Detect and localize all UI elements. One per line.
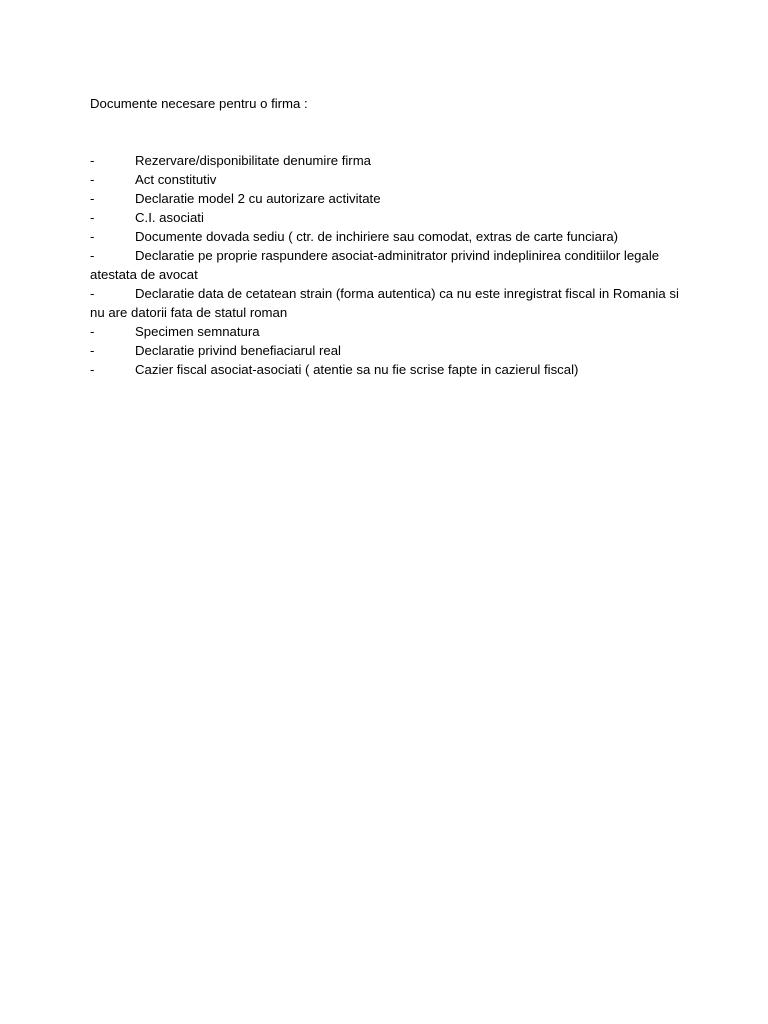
list-item <box>90 284 680 322</box>
list-bullet: - <box>90 324 95 339</box>
required-documents-list <box>90 151 680 379</box>
list-item <box>90 208 680 227</box>
list-item-text: Declaratie data de cetatean strain (forma autentica) ca nu este inregistrat fiscal in Romania si nu are datorii fata de statul roman <box>90 286 679 320</box>
document-heading: Documente necesare pentru o firma : <box>90 96 308 111</box>
list-item-text: Declaratie pe proprie raspundere asociat-adminitrator privind indeplinirea conditiilor legale atestata de avocat <box>90 248 660 282</box>
list-bullet: - <box>90 286 95 301</box>
list-item <box>90 360 680 379</box>
list-item-text: Specimen semnatura <box>135 324 260 339</box>
list-item <box>90 151 680 170</box>
list-bullet: - <box>90 343 95 358</box>
list-bullet: - <box>90 153 95 168</box>
list-item-text: Documente dovada sediu ( ctr. de inchiriere sau comodat, extras de carte funciara) <box>135 229 619 244</box>
list-bullet: - <box>90 248 95 263</box>
list-item-text: C.I. asociati <box>135 210 204 225</box>
list-item <box>90 170 680 189</box>
list-bullet: - <box>90 191 95 206</box>
list-item-text: Declaratie model 2 cu autorizare activitate <box>135 191 381 206</box>
list-bullet: - <box>90 362 95 377</box>
list-bullet: - <box>90 229 95 244</box>
list-item-text: Declaratie privind benefiaciarul real <box>135 343 341 358</box>
list-item-text: Rezervare/disponibilitate denumire firma <box>135 153 372 168</box>
list-item <box>90 246 680 284</box>
list-item-text: Cazier fiscal asociat-asociati ( atentie sa nu fie scrise fapte in cazierul fiscal) <box>135 362 579 377</box>
list-item-text: Act constitutiv <box>135 172 217 187</box>
list-item <box>90 341 680 360</box>
list-item <box>90 189 680 208</box>
list-item <box>90 322 680 341</box>
document-body <box>90 94 680 379</box>
list-bullet: - <box>90 172 95 187</box>
list-bullet: - <box>90 210 95 225</box>
list-item <box>90 227 680 246</box>
